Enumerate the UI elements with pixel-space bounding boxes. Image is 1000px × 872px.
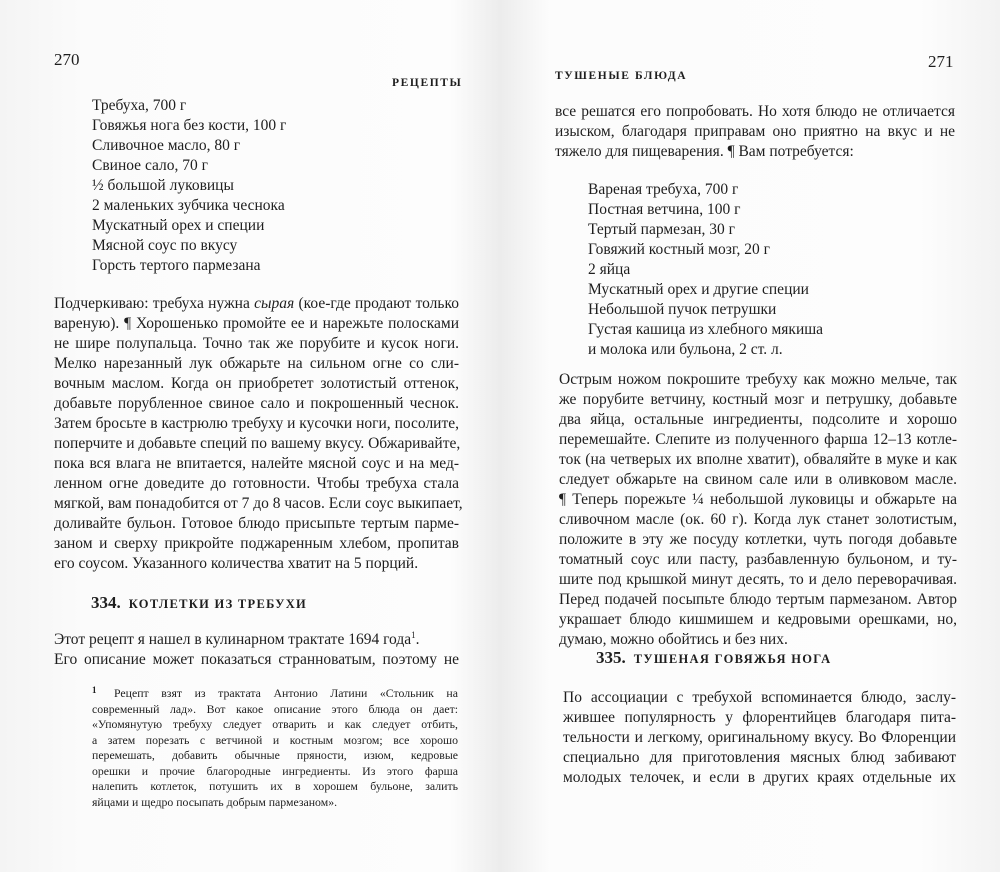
text-line: все решатся его попробовать. Но хотя блюдо не отличается — [555, 103, 955, 120]
text-line: Говяжий костный мозг, 20 г — [588, 241, 770, 258]
text-line: Перед подачей посыпьте блюдо тертым пармезаном. Автор — [559, 591, 957, 608]
ingredients-list-left — [92, 96, 286, 276]
ingredients-list-right — [588, 180, 823, 360]
intro-line: Этот рецепт я нашел в кулинарном трактате 1694 года — [54, 631, 412, 648]
text-line: Мускатный орех и специи — [92, 217, 265, 234]
method-paragraph-left — [54, 294, 463, 574]
recipe-heading-334 — [91, 593, 307, 613]
text-line: специально для приготовления мясных блюд забивают — [563, 749, 956, 766]
text-line: добавьте порубленное свиное сало и покрошенный чеснок. — [54, 395, 459, 412]
recipe-number: 334. — [91, 593, 121, 612]
recipe-335-paragraph — [563, 688, 956, 788]
recipe-334-intro: Этот рецепт я нашел в кулинарном трактате 1694 года$^1$. Его описание может показаться странноватым, поэтому не — [54, 629, 459, 668]
text-line: Постная ветчина, 100 г — [588, 201, 741, 218]
text-line: перемешайте. Слепите из полученного фарша 12–13 котле- — [559, 431, 957, 448]
text-line: тяжело для пищеварения. ¶ Вам потребуется: — [555, 143, 854, 160]
text-line: ток (на четверых их вполне хватит), обваляйте в муке и как — [559, 451, 957, 468]
text-line: Говяжья нога без кости, 100 г — [92, 117, 287, 134]
text-line: думаю, можно обойтись и без них. — [559, 631, 788, 648]
text-line: «Упомянутую требуху следует отварить и как следует отбить, — [92, 717, 458, 731]
text-line: вареную). ¶ Хорошенько промойте ее и нарежьте полосками — [54, 315, 459, 332]
text-line: Горсть тертого пармезана — [92, 257, 261, 274]
running-head-left: РЕЦЕПТЫ — [392, 77, 463, 89]
text-line: томатный соус или пасту, разбавленную бульоном, и ту- — [559, 551, 957, 568]
recipe-title: ТУШЕНАЯ ГОВЯЖЬЯ НОГА — [633, 652, 832, 666]
text-line: ленном огне доведите до готовности. Чтобы требуха стала — [54, 475, 459, 492]
text-line: ¶ Теперь порежьте ¼ небольшой луковицы и обжарьте на — [559, 491, 957, 508]
text-line: доливайте бульон. Готовое блюдо присыпьте тертым парме- — [54, 515, 459, 532]
text-line: 2 маленьких зубчика чеснока — [92, 197, 285, 214]
text-line: Свиное сало, 70 г — [92, 157, 208, 174]
text-line: Густая кашица из хлебного мякиша — [588, 321, 824, 338]
text-line: а затем порезать с ветчиной и костным мозгом; все хорошо — [92, 732, 458, 747]
text-line: поперчите и добавьте специй по вашему вкусу. Обжаривайте, — [54, 435, 461, 452]
text-line: Сливочное масло, 80 г — [92, 137, 241, 154]
text-line: тельности и легкому, оригинальному вкусу. Во Флоренции — [563, 729, 956, 746]
text-line: заном и сверху прикройте поджаренным хлебом, пропитав — [54, 535, 459, 552]
text-line: следует обжарьте на свином сале или в оливковом масле. — [559, 471, 957, 488]
text-line: Мелко нарезанный лук обжарьте на сильном огне со сли- — [54, 355, 459, 372]
footnote-marker: 1 — [92, 685, 97, 695]
text-line: По ассоциации с требухой вспоминается блюдо, заслу- — [563, 689, 956, 706]
text-line: 2 яйца — [588, 261, 631, 278]
text-line: вочным маслом. Когда он приобретет золотистый оттенок, — [54, 375, 459, 392]
intro-line: Его описание может показаться странноватым, поэтому не — [54, 651, 459, 668]
recipe-title: КОТЛЕТКИ ИЗ ТРЕБУХИ — [128, 597, 308, 611]
page-number-left: 270 — [54, 50, 80, 69]
recipe-number: 335. — [596, 648, 626, 667]
text-line: же порубите ветчину, костный мозг и петрушку, добавьте — [559, 391, 957, 408]
text-line: сливочном масле (ок. 60 г). Когда лук станет золотистым, — [559, 511, 957, 528]
text-line: украшает блюдо кишмишем и кедровыми орешками, но, — [559, 611, 957, 628]
text-line: два яйца, остальные ингредиенты, подсолите и хорошо — [559, 411, 957, 428]
text-line: его соусом. Указанного количества хватит на 5 порций. — [54, 555, 419, 572]
text-line: орешки и прочие благородные ингредиенты. Из этого фарша — [92, 763, 458, 778]
text-line: жившее популярность у флорентийцев благодаря пита- — [563, 709, 956, 726]
running-head-right: ТУШЕНЫЕ БЛЮДА — [555, 70, 688, 82]
text-line: пока вся влага не впитается, налейте мясной соус и на мед- — [54, 455, 459, 472]
text-line: и молока или бульона, 2 ст. л. — [588, 341, 783, 358]
text-line: не шире полупальца. Точно так же порубите и кусок ноги. — [54, 335, 459, 352]
text-line: Мускатный орех и другие специи — [588, 281, 809, 298]
text-line: Острым ножом покрошите требуху как можно мельче, так — [559, 371, 957, 388]
text-line: налепить котлеток, потушить их в хорошем бульоне, залить — [92, 779, 458, 793]
text-line: Тертый пармезан, 30 г — [588, 221, 736, 238]
text-line: мягкой, вам понадобится от 7 до 8 часов. Если соус выкипает, — [54, 495, 463, 512]
text-line: ½ большой луковицы — [92, 177, 234, 194]
text-line: Мясной соус по вкусу — [92, 237, 238, 254]
page-number-right: 271 — [928, 52, 954, 71]
intro-paragraph-right — [555, 102, 955, 162]
text-line: Рецепт взят из трактата Антонио Латини «Стольник на — [114, 686, 458, 700]
text-line: Затем бросьте в кастрюлю требуху и кусочки ноги, посолите, — [54, 415, 459, 432]
text-line: яйцами и щедро посыпать добрым пармезаном». — [92, 794, 338, 809]
footnote-reference[interactable]: 1 — [411, 629, 416, 640]
text-line: положите в эту же посуду котлетки, чуть погодя добавьте — [559, 531, 957, 548]
text-line: Небольшой пучок петрушки — [588, 301, 777, 318]
method-paragraph-right — [559, 370, 957, 650]
text-line: изыском, благодаря приправам оно приятно на вкус и не — [555, 123, 955, 140]
text-line: молодых телочек, и если в других краях отдельные их — [563, 769, 956, 786]
text-line: современный лад». Вот какое описание этого блюда он дает: — [92, 701, 458, 716]
text-line: перемешать, добавить обычные пряности, изюм, кедровые — [92, 748, 458, 762]
text-line: Требуха, 700 г — [92, 97, 187, 114]
recipe-heading-335 — [596, 648, 832, 668]
text-line: шите под крышкой минут десять, то и дело переворачивая. — [559, 571, 957, 588]
text-line: Подчеркиваю: требуха нужна сырая (кое-где продают только — [54, 295, 459, 312]
footnote — [92, 686, 458, 810]
text-line: Вареная требуха, 700 г — [588, 181, 739, 198]
